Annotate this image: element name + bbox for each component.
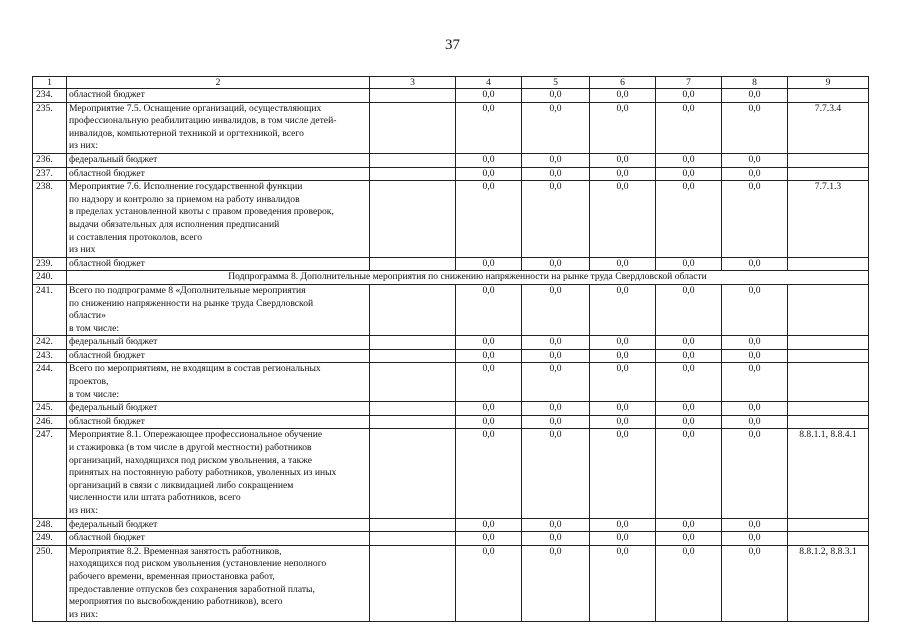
value-cell: 0,0 (656, 415, 722, 429)
value-cell: 0,0 (590, 349, 656, 363)
value-cell: 0,0 (656, 284, 722, 335)
value-cell: 0,0 (522, 153, 590, 167)
header-cell: 6 (590, 77, 656, 89)
header-cell: 9 (788, 77, 869, 89)
value-cell: 0,0 (522, 532, 590, 546)
value-cell: 0,0 (656, 153, 722, 167)
value-cell: 0,0 (522, 181, 590, 258)
value-cell: 0,0 (522, 349, 590, 363)
row-number: 239. (33, 257, 67, 271)
row-name: Мероприятие 7.5. Оснащение организаций, осуществляющих профессиональную реабилитацию инвалидов, в том числе детей- инвалидов, компьютерной техникой и оргтехникой, всего из них: (67, 102, 370, 153)
indicator-code (788, 336, 869, 350)
indicator-code: 7.7.3.4 (788, 102, 869, 153)
col-3-cell (370, 89, 456, 103)
col-3-cell (370, 532, 456, 546)
value-cell: 0,0 (722, 153, 788, 167)
value-cell: 0,0 (456, 363, 522, 402)
value-cell: 0,0 (590, 545, 656, 622)
value-cell: 0,0 (522, 415, 590, 429)
row-number: 243. (33, 349, 67, 363)
col-3-cell (370, 257, 456, 271)
value-cell: 0,0 (722, 102, 788, 153)
value-cell: 0,0 (722, 284, 788, 335)
row-number: 236. (33, 153, 67, 167)
row-name: Всего по мероприятиям, не входящим в состав региональных проектов, в том числе: (67, 363, 370, 402)
table-row (33, 545, 869, 622)
col-3-cell (370, 429, 456, 518)
col-3-cell (370, 181, 456, 258)
row-number: 249. (33, 532, 67, 546)
value-cell: 0,0 (522, 284, 590, 335)
value-cell: 0,0 (590, 402, 656, 416)
value-cell: 0,0 (722, 257, 788, 271)
table-row (33, 518, 869, 532)
indicator-code (788, 257, 869, 271)
row-number: 244. (33, 363, 67, 402)
row-number: 245. (33, 402, 67, 416)
table-row (33, 89, 869, 103)
header-cell: 2 (67, 77, 370, 89)
value-cell: 0,0 (722, 402, 788, 416)
table-row (33, 336, 869, 350)
indicator-code (788, 167, 869, 181)
value-cell: 0,0 (656, 181, 722, 258)
indicator-code: 8.8.1.1, 8.8.4.1 (788, 429, 869, 518)
value-cell: 0,0 (456, 102, 522, 153)
row-number: 247. (33, 429, 67, 518)
value-cell: 0,0 (590, 518, 656, 532)
value-cell: 0,0 (456, 518, 522, 532)
table-row (33, 181, 869, 258)
row-name: федеральный бюджет (67, 402, 370, 416)
indicator-code (788, 518, 869, 532)
value-cell: 0,0 (522, 518, 590, 532)
row-name: Мероприятие 8.2. Временная занятость работников, находящихся под риском увольнения (установление неполного рабочего времени, временная приостановка работ, предоставление отпусков без сохранения заработной платы, мероприятия по высвобождению работников), всего из них: (67, 545, 370, 622)
value-cell: 0,0 (456, 284, 522, 335)
value-cell: 0,0 (590, 532, 656, 546)
col-3-cell (370, 415, 456, 429)
value-cell: 0,0 (522, 257, 590, 271)
value-cell: 0,0 (456, 545, 522, 622)
table-row (33, 271, 869, 285)
row-number: 246. (33, 415, 67, 429)
value-cell: 0,0 (456, 336, 522, 350)
value-cell: 0,0 (522, 545, 590, 622)
indicator-code: 8.8.1.2, 8.8.3.1 (788, 545, 869, 622)
value-cell: 0,0 (656, 349, 722, 363)
table-row (33, 167, 869, 181)
value-cell: 0,0 (590, 429, 656, 518)
value-cell: 0,0 (722, 89, 788, 103)
value-cell: 0,0 (522, 429, 590, 518)
row-name: областной бюджет (67, 532, 370, 546)
col-3-cell (370, 153, 456, 167)
col-3-cell (370, 102, 456, 153)
value-cell: 0,0 (522, 167, 590, 181)
value-cell: 0,0 (722, 181, 788, 258)
row-name: областной бюджет (67, 89, 370, 103)
value-cell: 0,0 (590, 89, 656, 103)
header-cell: 3 (370, 77, 456, 89)
row-name: областной бюджет (67, 415, 370, 429)
row-number: 241. (33, 284, 67, 335)
value-cell: 0,0 (722, 415, 788, 429)
row-name: Мероприятие 8.1. Опережающее профессиональное обучение и стажировка (в том числе в другой местности) работников организаций, находящихся под риском увольнения, а также принятых на постоянную работу работников, уволенных из иных организаций в связи с ликвидацией либо сокращением численности или штата работников, всего из них: (67, 429, 370, 518)
value-cell: 0,0 (656, 336, 722, 350)
value-cell: 0,0 (590, 284, 656, 335)
header-cell: 8 (722, 77, 788, 89)
value-cell: 0,0 (656, 257, 722, 271)
value-cell: 0,0 (656, 518, 722, 532)
value-cell: 0,0 (590, 167, 656, 181)
value-cell: 0,0 (456, 532, 522, 546)
value-cell: 0,0 (590, 415, 656, 429)
row-name: федеральный бюджет (67, 518, 370, 532)
table-row (33, 284, 869, 335)
table-row (33, 429, 869, 518)
value-cell: 0,0 (456, 349, 522, 363)
budget-table (32, 76, 869, 622)
page-number: 37 (445, 37, 460, 53)
value-cell: 0,0 (456, 429, 522, 518)
value-cell: 0,0 (656, 429, 722, 518)
indicator-code (788, 349, 869, 363)
row-number: 234. (33, 89, 67, 103)
indicator-code (788, 284, 869, 335)
value-cell: 0,0 (656, 102, 722, 153)
row-name: федеральный бюджет (67, 336, 370, 350)
row-name: областной бюджет (67, 349, 370, 363)
value-cell: 0,0 (522, 336, 590, 350)
table-row (33, 532, 869, 546)
header-cell: 7 (656, 77, 722, 89)
value-cell: 0,0 (456, 167, 522, 181)
subprogram-title: Подпрограмма 8. Дополнительные мероприятия по снижению напряженности на рынке труда Свердловской области (67, 271, 869, 285)
row-name: областной бюджет (67, 167, 370, 181)
row-name: Всего по подпрограмме 8 «Дополнительные мероприятия по снижению напряженности на рынке труда Свердловской области» в том числе: (67, 284, 370, 335)
header-cell: 4 (456, 77, 522, 89)
col-3-cell (370, 167, 456, 181)
table-row (33, 153, 869, 167)
header-cell: 1 (33, 77, 67, 89)
value-cell: 0,0 (456, 89, 522, 103)
value-cell: 0,0 (456, 181, 522, 258)
row-number: 242. (33, 336, 67, 350)
table-row (33, 257, 869, 271)
row-number: 237. (33, 167, 67, 181)
value-cell: 0,0 (656, 167, 722, 181)
col-3-cell (370, 545, 456, 622)
col-3-cell (370, 402, 456, 416)
value-cell: 0,0 (656, 532, 722, 546)
table-row (33, 349, 869, 363)
value-cell: 0,0 (722, 429, 788, 518)
value-cell: 0,0 (522, 102, 590, 153)
value-cell: 0,0 (590, 336, 656, 350)
table-row (33, 402, 869, 416)
value-cell: 0,0 (656, 402, 722, 416)
indicator-code (788, 89, 869, 103)
value-cell: 0,0 (656, 363, 722, 402)
row-name: областной бюджет (67, 257, 370, 271)
value-cell: 0,0 (722, 336, 788, 350)
value-cell: 0,0 (590, 181, 656, 258)
value-cell: 0,0 (456, 402, 522, 416)
col-3-cell (370, 363, 456, 402)
row-name: Мероприятие 7.6. Исполнение государственной функции по надзору и контролю за приемом на работу инвалидов в пределах установленной квоты с правом проведения проверок, выдачи обязательных для исполнения предписаний и составления протоколов, всего из них (67, 181, 370, 258)
value-cell: 0,0 (456, 257, 522, 271)
value-cell: 0,0 (722, 363, 788, 402)
value-cell: 0,0 (722, 532, 788, 546)
table-row (33, 102, 869, 153)
indicator-code (788, 402, 869, 416)
row-number: 248. (33, 518, 67, 532)
row-number: 235. (33, 102, 67, 153)
col-3-cell (370, 349, 456, 363)
value-cell: 0,0 (522, 89, 590, 103)
table-row (33, 363, 869, 402)
row-name: федеральный бюджет (67, 153, 370, 167)
indicator-code (788, 532, 869, 546)
table-row (33, 415, 869, 429)
value-cell: 0,0 (456, 153, 522, 167)
header-row (33, 77, 869, 89)
col-3-cell (370, 518, 456, 532)
col-3-cell (370, 284, 456, 335)
row-number: 240. (33, 271, 67, 285)
indicator-code (788, 153, 869, 167)
value-cell: 0,0 (656, 545, 722, 622)
indicator-code (788, 415, 869, 429)
value-cell: 0,0 (590, 102, 656, 153)
value-cell: 0,0 (590, 257, 656, 271)
row-number: 250. (33, 545, 67, 622)
indicator-code (788, 363, 869, 402)
value-cell: 0,0 (722, 167, 788, 181)
value-cell: 0,0 (722, 349, 788, 363)
col-3-cell (370, 336, 456, 350)
value-cell: 0,0 (722, 545, 788, 622)
header-cell: 5 (522, 77, 590, 89)
row-number: 238. (33, 181, 67, 258)
value-cell: 0,0 (522, 402, 590, 416)
value-cell: 0,0 (590, 153, 656, 167)
value-cell: 0,0 (722, 518, 788, 532)
value-cell: 0,0 (522, 363, 590, 402)
value-cell: 0,0 (656, 89, 722, 103)
indicator-code: 7.7.1.3 (788, 181, 869, 258)
value-cell: 0,0 (456, 415, 522, 429)
value-cell: 0,0 (590, 363, 656, 402)
